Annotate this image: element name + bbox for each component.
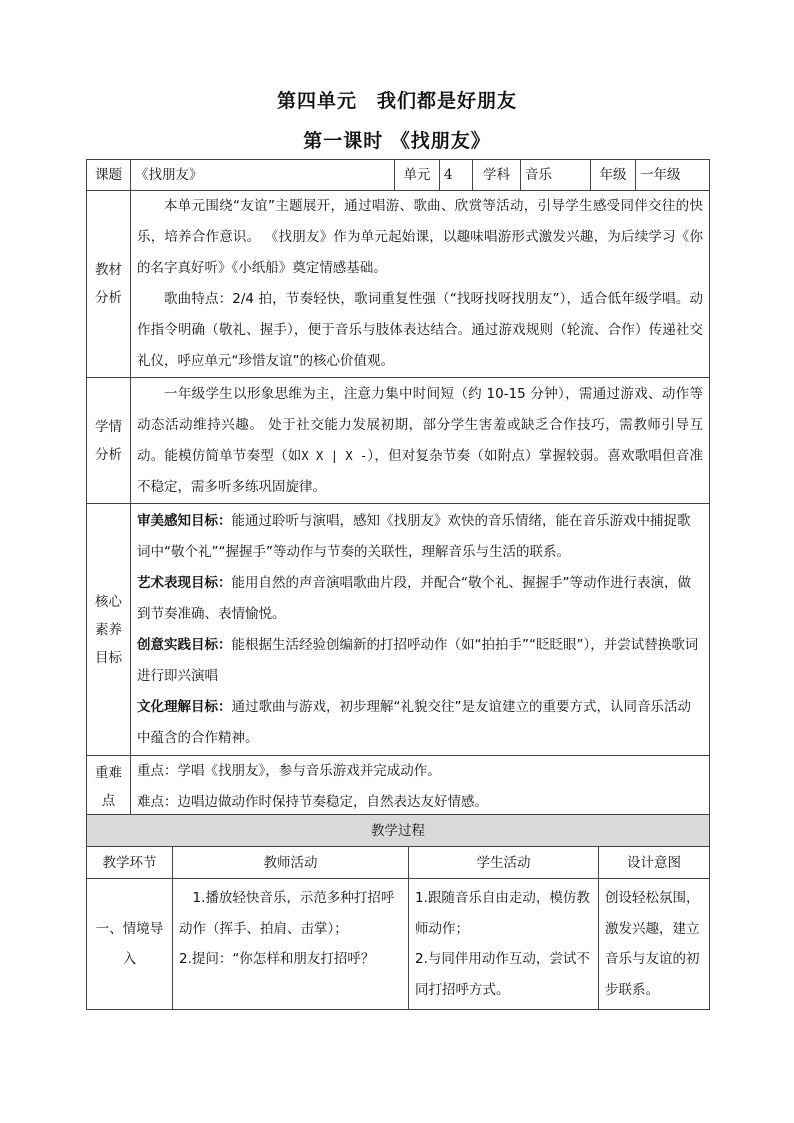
process-row-1 <box>87 879 710 1010</box>
lesson-title: 第一课时 《找朋友》 <box>303 130 491 152</box>
teacher-step-2: 2.提问：“你怎样和朋友打招呼？ <box>179 951 375 967</box>
students-p1: 一年级学生以形象思维为主，注意力集中时间短（约 10-15 分钟），需通过游戏、动作等动态活动维持兴趣。 处于社交能力发展初期，部分学生害羞或缺乏合作技巧，需教师引导互动。能模仿简单节奏型（如 <box>137 385 703 464</box>
analysis-p1: 本单元围绕“友谊”主题展开，通过唱游、歌曲、欣赏等活动，引导学生感受同伴交往的快乐，培养合作意识。 《找朋友》作为单元起始课，以趣味唱游形式激发兴趣，为后续学习《你的名字真好听》《小纸船》奠定情感基础。 <box>137 198 703 276</box>
analysis-content <box>131 191 710 378</box>
grade-label: 年级 <box>591 160 636 191</box>
goal-aesthetic <box>137 506 703 568</box>
goal-artistic-text: 能用自然的声音演唱歌曲片段，并配合“敬个礼、握握手”等动作进行表演，做到节奏准确、表情愉悦。 <box>137 574 691 622</box>
goal-cultural-text: 通过歌曲与游戏，初步理解“礼貌交往”是友谊建立的重要方式，认同音乐活动中蕴含的合作精神。 <box>137 698 691 746</box>
topic-row <box>87 160 710 191</box>
difficult-point: 难点：边唱边做动作时保持节奏稳定，自然表达友好情感。 <box>137 794 488 810</box>
subject-value: 音乐 <box>521 160 591 191</box>
unit-title: 第四单元 我们都是好朋友 <box>276 90 517 112</box>
goal-aesthetic-text: 能通过聆听与演唱，感知《找朋友》欢快的音乐情绪，能在音乐游戏中捕捉歌词中“敬个礼”“握握手”等动作与节奏的关联性，理解音乐与生活的联系。 <box>137 512 691 560</box>
keypoints-label <box>87 756 131 819</box>
keypoints-content <box>131 756 710 819</box>
subject-label: 学科 <box>473 160 521 191</box>
teacher-activity <box>173 879 409 1010</box>
goal-creative-title: 创意实践目标： <box>137 636 232 653</box>
goals-label <box>87 504 131 756</box>
process-header: 教学过程 <box>87 815 710 847</box>
analysis-p2: 歌曲特点：2/4 拍，节奏轻快，歌词重复性强（“找呀找呀找朋友”），适合低年级学唱。动作指令明确（敬礼、握手），便于音乐与肢体表达结合。通过游戏规则（轮流、合作）传递社交礼仪，呼应单元“珍惜友谊”的核心价值观。 <box>137 291 703 369</box>
students-paragraph <box>137 379 703 503</box>
stage-intro: 一、情境导入 <box>87 879 173 1010</box>
col-student: 学生活动 <box>409 847 599 879</box>
process-header-row <box>87 815 710 847</box>
students-p2: ），但对复杂节奏（如附点）掌握较弱。喜欢歌唱但音准不稳定，需多听多练巩固旋律。 <box>137 447 703 495</box>
goal-artistic-title: 艺术表现目标： <box>137 574 232 591</box>
students-label-text: 学情分析 <box>95 418 122 463</box>
process-columns-row <box>87 847 710 879</box>
keypoints-label-text: 重难点 <box>95 765 122 809</box>
analysis-label-text: 教材分析 <box>95 262 122 306</box>
goals-row <box>87 504 710 756</box>
keypoints-row <box>87 756 710 819</box>
goal-cultural-title: 文化理解目标： <box>137 698 232 715</box>
student-step-1: 1.跟随音乐自由走动，模仿教师动作； <box>415 890 590 937</box>
col-stage: 教学环节 <box>87 847 173 879</box>
goal-aesthetic-title: 审美感知目标： <box>137 512 232 529</box>
goal-artistic <box>137 568 703 630</box>
analysis-label <box>87 191 131 378</box>
student-step-2: 2.与同伴用动作互动，尝试不同打招呼方式。 <box>415 951 590 998</box>
goals-label-text: 核心素养目标 <box>95 593 122 666</box>
goal-cultural <box>137 692 703 754</box>
col-intent: 设计意图 <box>599 847 710 879</box>
topic-value: 《找朋友》 <box>131 160 395 191</box>
teacher-step-1: 1.播放轻快音乐，示范多种打招呼动作（挥手、拍肩、击掌）； <box>179 890 395 937</box>
design-intent: 创设轻松氛围，激发兴趣，建立音乐与友谊的初步联系。 <box>599 879 710 1010</box>
lesson-info-table <box>86 159 710 819</box>
student-activity <box>409 879 599 1010</box>
analysis-row <box>87 191 710 378</box>
key-point: 重点：学唱《找朋友》，参与音乐游戏并完成动作。 <box>137 763 441 779</box>
goal-creative <box>137 630 703 692</box>
grade-value: 一年级 <box>636 160 710 191</box>
unit-value: 4 <box>440 160 473 191</box>
teaching-process-table <box>86 814 710 1010</box>
goals-content <box>131 504 710 756</box>
col-teacher: 教师活动 <box>173 847 409 879</box>
students-content <box>131 378 710 504</box>
rhythm-pattern: X X | X - <box>301 448 368 463</box>
unit-label: 单元 <box>395 160 440 191</box>
students-row <box>87 378 710 504</box>
topic-label: 课题 <box>87 160 131 191</box>
students-label <box>87 378 131 504</box>
goal-creative-text: 能根据生活经验创编新的打招呼动作（如“拍拍手”“眨眨眼”），并尝试替换歌词进行即兴演唱 <box>137 636 699 684</box>
